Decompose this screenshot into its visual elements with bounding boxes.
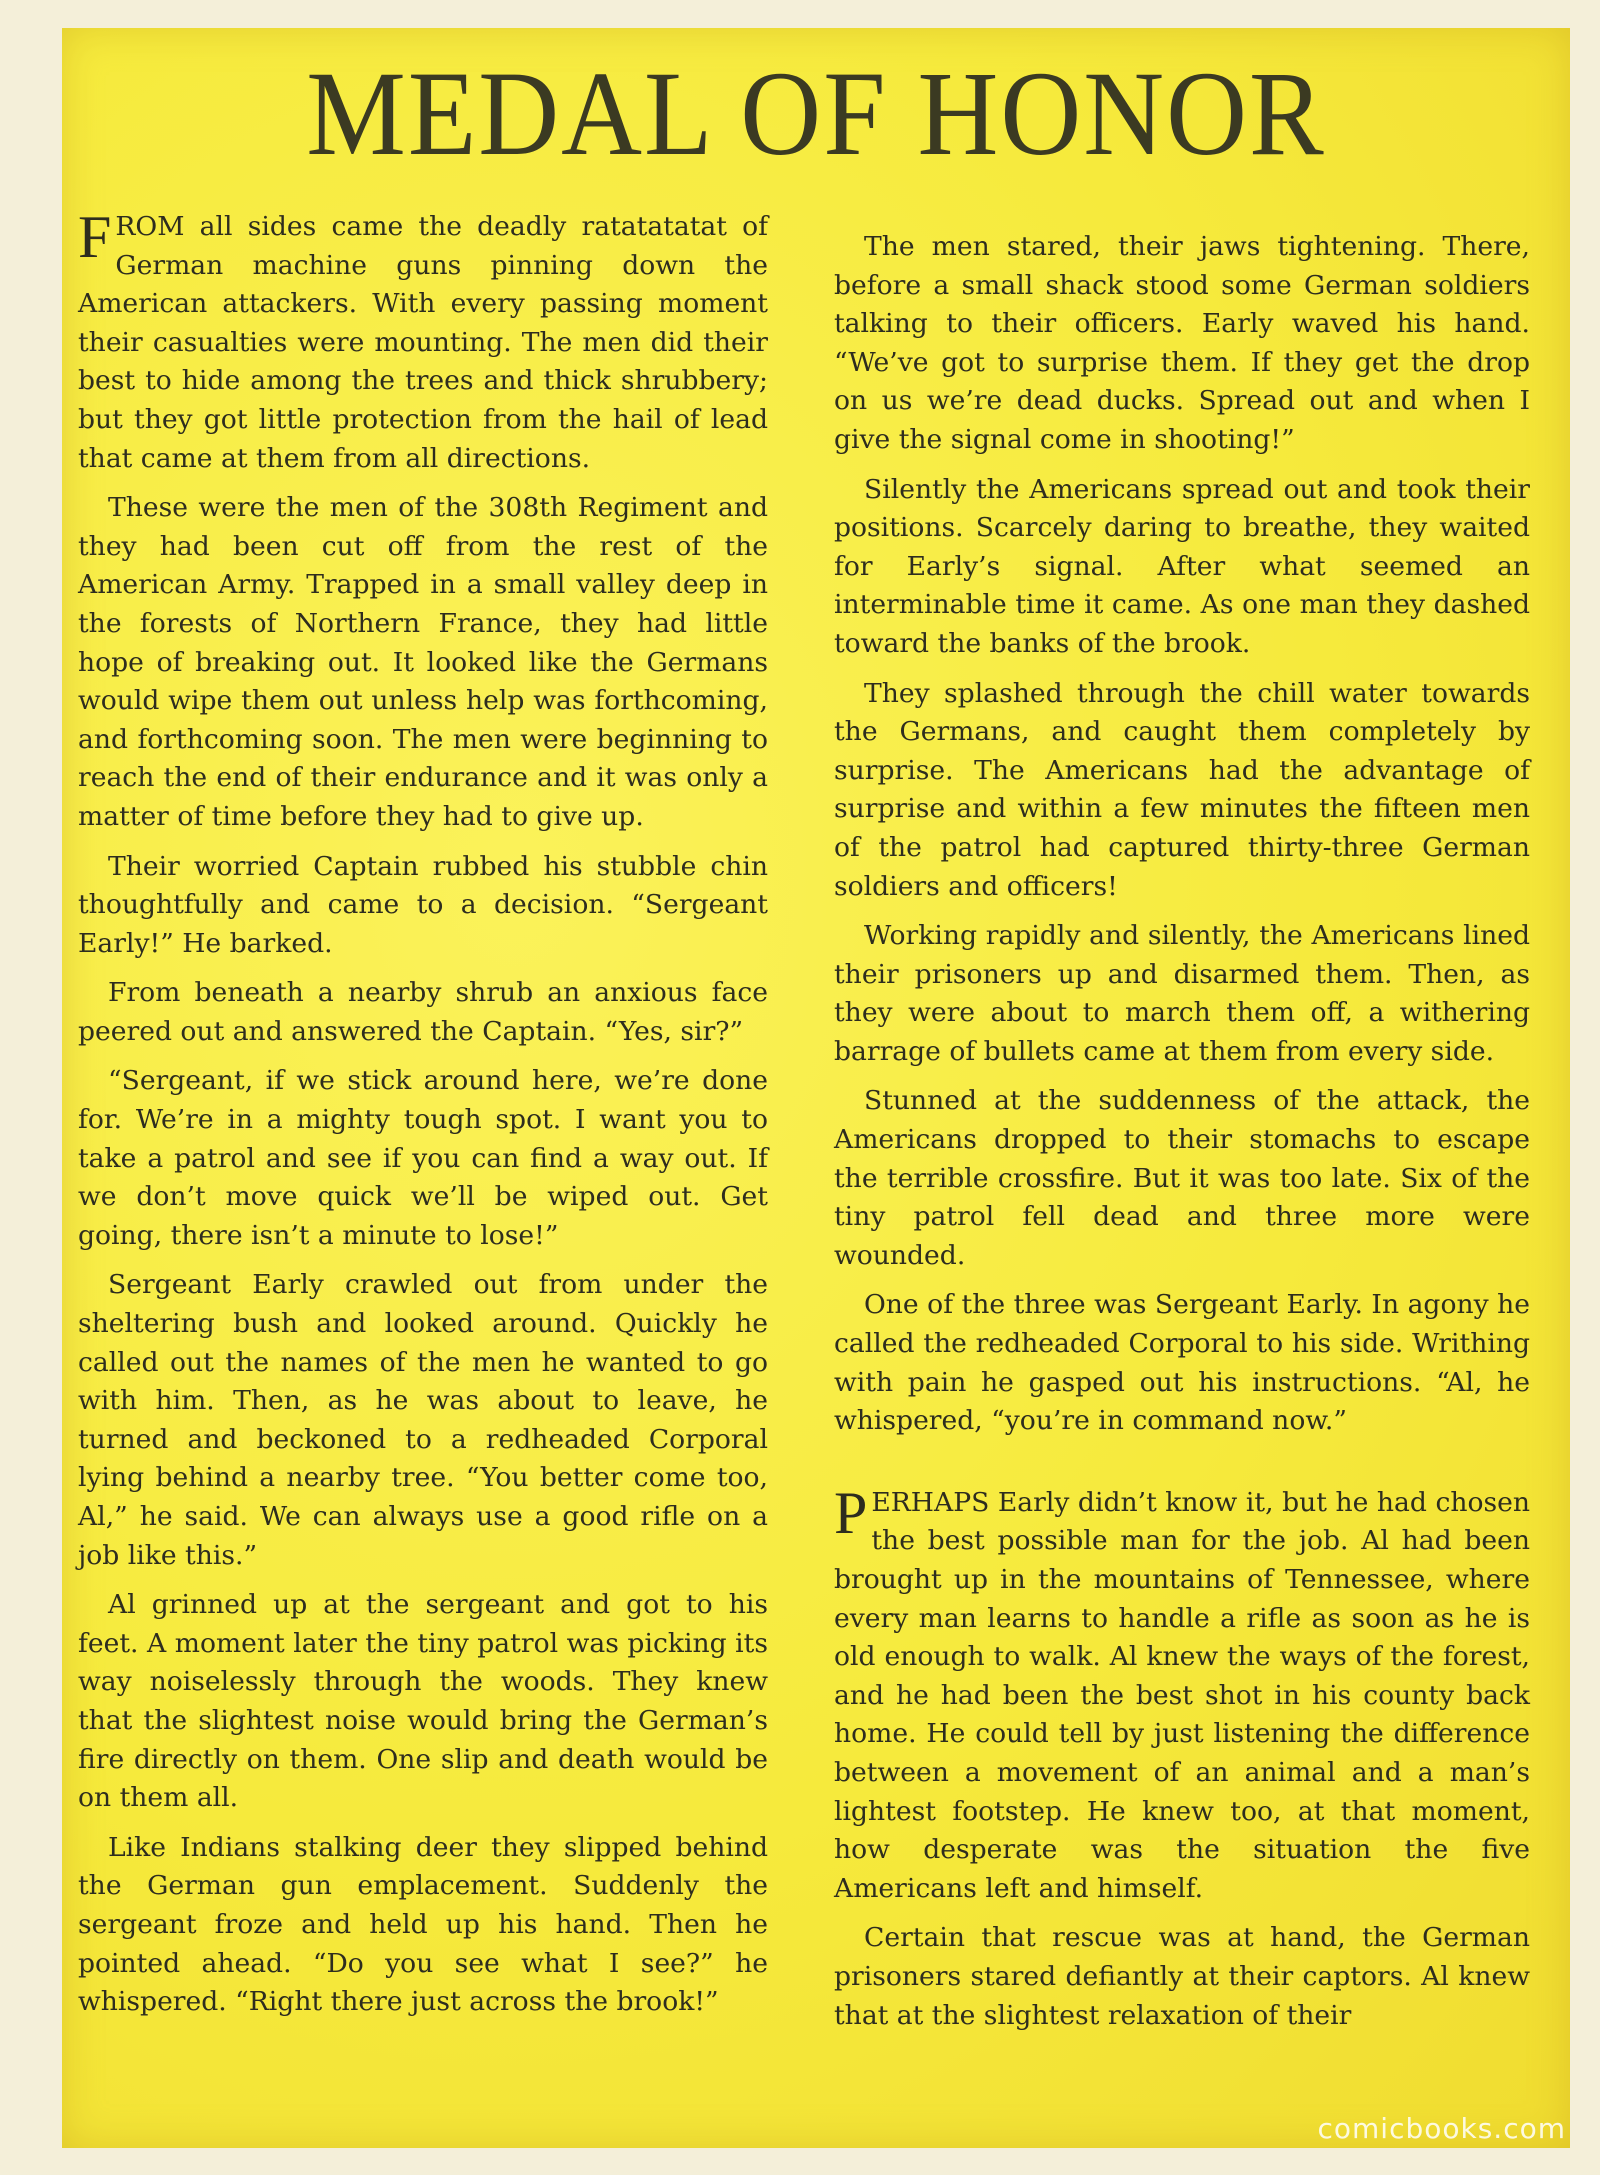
page-title: MEDAL OF HONOR bbox=[306, 46, 1326, 181]
paragraph: Certain that rescue was at hand, the German prisoners stared defiantly at their captors. Al knew that at the slightest relaxation of their bbox=[834, 1922, 1530, 2031]
left-column bbox=[78, 204, 768, 2033]
paragraph: PERHAPS Early didn’t know it, but he had chosen the best possible man for the job. Al had been brought up in the mountains of Tennessee, where every man learns to handle a rifle as soon as he is old enough to walk. Al knew the ways of the forest, and he had been the best shot in his county back home. He could tell by just listening the difference between a movement of an animal and a man’s lightest footstep. He knew too, at that moment, how desperate was the situation the five Americans left and himself. bbox=[834, 1479, 1530, 1904]
paragraph: Their worried Captain rubbed his stubble chin thoughtfully and came to a decision. “Sergeant Early!” He barked. bbox=[78, 850, 768, 959]
paragraph: Like Indians stalking deer they slipped behind the German gun emplacement. Suddenly the sergeant froze and held up his hand. Then he pointed ahead. “Do you see what I see?” he whispered. “Right there just across the brook!” bbox=[78, 1831, 768, 2018]
paragraph: Working rapidly and silently, the Americans lined their prisoners up and disarmed them. Then, as they were about to march them off, a withering barrage of bullets came at them from every side. bbox=[834, 920, 1530, 1067]
paragraph: They splashed through the chill water towards the Germans, and caught them completely by surprise. The Americans had the advantage of surprise and within a few minutes the fifteen men of the patrol had captured thirty-three German soldiers and officers! bbox=[834, 677, 1530, 902]
paragraph: Stunned at the suddenness of the attack, the Americans dropped to their stomachs to escape the terrible crossfire. But it was too late. Six of the tiny patrol fell dead and three more were wounded. bbox=[834, 1085, 1530, 1271]
paragraph: Silently the Americans spread out and took their positions. Scarcely daring to breathe, they waited for Early’s signal. After what seemed an interminable time it came. As one man they dashed toward the banks of the brook. bbox=[834, 473, 1530, 659]
paragraph: Sergeant Early crawled out from under the sheltering bush and looked around. Quickly he called out the names of the men he wanted to go with him. Then, as he was about to leave, he turned and beckoned to a redheaded Corporal lying behind a nearby tree. “You better come too, Al,” he said. We can always use a good rifle on a job like this.” bbox=[78, 1269, 768, 1571]
right-column bbox=[834, 228, 1530, 2046]
site-watermark: comicbooks.com bbox=[1317, 2112, 1566, 2145]
paragraph: FROM all sides came the deadly ratatatatat of German machine guns pinning down the American attackers. With every passing moment their casualties were mounting. The men did their best to hide among the trees and thick shrubbery; but they got little protection from the hail of lead that came at them from all directions. bbox=[78, 204, 768, 474]
drop-cap: F bbox=[78, 204, 112, 270]
drop-cap: P bbox=[834, 1479, 868, 1546]
paragraph: These were the men of the 308th Regiment and they had been cut off from the rest of the American Army. Trapped in a small valley deep in the forests of Northern France, they had little hope of breaking out. It looked like the Germans would wipe them out unless help was forthcoming, and forthcoming soon. The men were beginning to reach the end of their endurance and it was only a matter of time before they had to give up. bbox=[78, 492, 768, 832]
paragraph: The men stared, their jaws tightening. There, before a small shack stood some German soldiers talking to their officers. Early waved his hand. “We’ve got to surprise them. If they get the drop on us we’re dead ducks. Spread out and when I give the signal come in shooting!” bbox=[834, 231, 1530, 455]
section-break bbox=[834, 1452, 1530, 1484]
paragraph: “Sergeant, if we stick around here, we’re done for. We’re in a mighty tough spot. I want you to take a patrol and see if you can find a way out. If we don’t move quick we’ll be wiped out. Get going, there isn’t a minute to lose!” bbox=[78, 1065, 768, 1251]
story-page bbox=[62, 28, 1570, 2148]
paragraph: From beneath a nearby shrub an anxious face peered out and answered the Captain. “Yes, sir?” bbox=[78, 977, 768, 1047]
paragraph: Al grinned up at the sergeant and got to his feet. A moment later the tiny patrol was picking its way noiselessly through the woods. They knew that the slightest noise would bring the German’s fire directly on them. One slip and death would be on them all. bbox=[78, 1589, 768, 1814]
paragraph: One of the three was Sergeant Early. In agony he called the redheaded Corporal to his side. Writhing with pain he gasped out his instructions. “Al, he whispered, “you’re in command now.” bbox=[834, 1289, 1530, 1437]
